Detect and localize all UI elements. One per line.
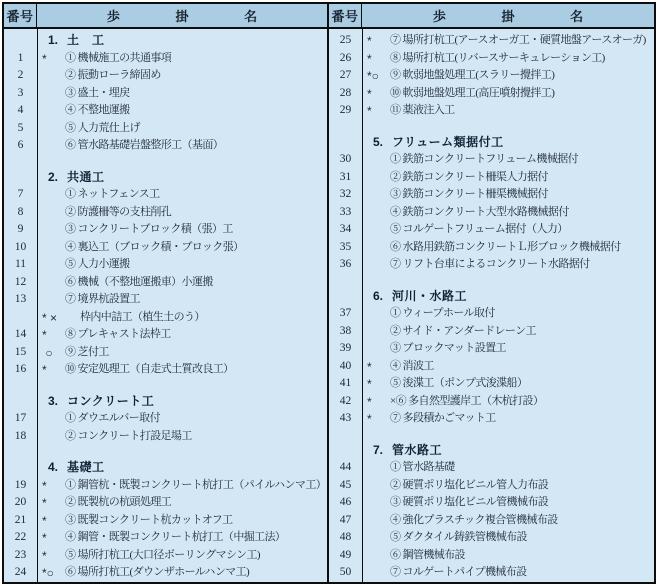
row-name-cell (362, 477, 654, 495)
item-row (329, 393, 654, 411)
row-name-cell (362, 256, 654, 274)
row-name-cell (362, 410, 654, 428)
item-row (4, 239, 327, 257)
row-label: ① ウィープホール取付 (390, 307, 495, 319)
row-number: 26 (339, 51, 352, 64)
item-row (4, 256, 327, 274)
row-number: 48 (339, 531, 352, 543)
item-row (329, 67, 654, 85)
row-mark: * (42, 496, 47, 510)
row-number: 47 (339, 513, 352, 526)
row-label: ⑥ 機械（不整地運搬車）小運搬 (65, 275, 213, 288)
header-cell-name: 歩 掛 名 (432, 9, 584, 24)
row-label: ⑨ 芝付工 (65, 345, 109, 358)
row-name-cell (37, 428, 327, 446)
item-row (329, 459, 654, 477)
row-mark: * (42, 548, 47, 563)
section-title: 基礎工 (67, 460, 105, 474)
section-gap (329, 428, 654, 442)
row-name-cell (37, 67, 327, 85)
item-row (4, 309, 327, 327)
section-number: 4. (48, 460, 59, 474)
row-name-cell (362, 151, 654, 169)
row-number: 16 (14, 363, 27, 375)
row-name-cell (37, 102, 327, 120)
row-name-cell (37, 221, 327, 239)
row-label: ① ネットフェンス工 (65, 188, 160, 200)
row-name-cell (362, 134, 654, 152)
row-label: ② 硬質ポリ塩化ビニル管人力布設 (390, 478, 549, 491)
row-mark: * (367, 51, 372, 66)
item-row (329, 204, 654, 222)
row-label: ⑥ 場所打杭工(ダウンザホールハンマ工) (65, 566, 250, 578)
row-mark: * (367, 34, 372, 48)
row-label: ⑦ 場所打杭工(アースオーガ工・硬質地盤アースオーガ) (390, 34, 646, 46)
row-number: 44 (339, 461, 352, 473)
row-mark: * (367, 359, 372, 374)
section-row (4, 393, 327, 411)
row-label: ④ 鉄筋コンクリート大型水路機械据付 (390, 205, 569, 218)
row-name-cell (362, 239, 654, 257)
row-label: ④ 消波工 (390, 359, 434, 372)
row-name-cell (362, 50, 654, 68)
item-row (4, 186, 327, 204)
row-name-cell (37, 459, 327, 477)
row-number: 30 (339, 153, 352, 165)
row-label: ⑤ コルゲートフリューム据付（人力） (390, 223, 568, 235)
row-label: ② コンクリート打設足場工 (65, 429, 192, 442)
row-label: ① 鋼管杭・既製コンクリート杭打工（パイルハンマ工） (65, 478, 327, 491)
row-number: 42 (339, 394, 352, 407)
item-row (4, 410, 327, 428)
row-label: ⑧ 場所打杭工(リバースサーキュレーション工) (390, 51, 605, 64)
row-number: 2 (17, 69, 24, 81)
row-label: ⑤ 人力小運搬 (65, 258, 130, 270)
row-name-cell (37, 326, 327, 344)
item-row (4, 361, 327, 379)
row-number: 18 (14, 429, 27, 442)
item-row (329, 340, 654, 358)
row-mark: * (42, 51, 47, 66)
row-label: ⑦ コルゲートパイプ機械布設 (390, 566, 527, 578)
row-number: 46 (339, 496, 352, 508)
row-number: 31 (339, 170, 352, 183)
item-row (329, 529, 654, 547)
item-row (4, 102, 327, 120)
row-name-cell (362, 323, 654, 341)
header-cell-number: 番号 (329, 4, 362, 27)
item-row (329, 221, 654, 239)
row-number: 9 (17, 223, 24, 235)
item-row (4, 50, 327, 68)
row-label: ⑦ 多段積かごマット工 (390, 412, 496, 424)
item-row (4, 85, 327, 103)
header-cell-number: 番号 (4, 4, 37, 27)
row-name-cell (362, 85, 654, 103)
row-label: ① 機械施工の共通事項 (65, 51, 172, 64)
row-name-cell (37, 120, 327, 138)
row-label: ② 防護柵等の支柱削孔 (65, 205, 172, 218)
section-gap (4, 445, 327, 459)
row-name-cell (362, 288, 654, 306)
row-number: 19 (14, 478, 27, 491)
row-name-cell (37, 547, 327, 565)
row-name-cell (37, 361, 327, 379)
row-label: ① ダウエルバー取付 (65, 412, 160, 424)
row-number: 34 (339, 223, 352, 235)
row-number: 1 (17, 51, 24, 64)
row-label: ⑪ 薬液注入工 (390, 104, 455, 116)
row-name-cell (362, 442, 654, 460)
row-mark: * (367, 412, 372, 426)
row-name-cell (37, 477, 327, 495)
work-rate-catalog-table (2, 2, 656, 584)
section-row (329, 134, 654, 152)
row-number: 25 (339, 34, 352, 46)
row-mark: * (42, 478, 47, 493)
row-label: ② 振動ローラ締固め (65, 69, 161, 81)
row-label: 枠内中詰工（植生土のう） (80, 310, 205, 323)
section-row (329, 288, 654, 306)
row-label: ⑤ 場所打杭工(大口径ボーリングマシン工) (65, 548, 260, 561)
row-number: 50 (339, 566, 352, 578)
item-row (329, 186, 654, 204)
row-label: ③ 既製コンクリート杭カットオフ工 (65, 513, 233, 526)
section-row (4, 169, 327, 187)
item-row (4, 204, 327, 222)
row-name-cell (362, 32, 654, 50)
item-row (329, 564, 654, 582)
row-label: ⑧ プレキャスト法枠工 (65, 328, 171, 340)
row-number: 12 (14, 275, 27, 288)
row-label: ② 鉄筋コンクリート柵渠人力据付 (390, 170, 548, 183)
item-row (4, 428, 327, 446)
section-number: 7. (373, 442, 384, 457)
row-number: 6 (17, 139, 24, 151)
row-number: 36 (339, 258, 352, 270)
row-name-cell (37, 169, 327, 187)
row-number: 15 (14, 345, 27, 358)
row-name-cell (362, 459, 654, 477)
row-number: 23 (14, 548, 27, 561)
number-column-divider (37, 29, 38, 582)
row-name-cell (37, 204, 327, 222)
row-label: ⑥ 鋼管機械布設 (390, 548, 465, 561)
item-row (329, 323, 654, 341)
row-number: 3 (17, 86, 24, 99)
row-label: ⑤ ダクタイル鋳鉄管機械布設 (390, 531, 527, 543)
row-name-cell (37, 239, 327, 257)
row-mark: * (42, 531, 47, 545)
item-row (4, 326, 327, 344)
row-name-cell (362, 204, 654, 222)
row-label: ⑩ 安定処理工（自走式土質改良工） (65, 363, 234, 375)
row-name-cell (362, 305, 654, 323)
item-row (4, 344, 327, 362)
section-number: 1. (48, 33, 59, 47)
row-name-cell (362, 375, 654, 393)
row-number: 39 (339, 342, 352, 354)
row-label: ⑥ 管水路基礎岩盤整形工（基面） (65, 139, 224, 151)
row-number: 40 (339, 359, 352, 372)
row-label: ① 鉄筋コンクリートフリューム機械据付 (390, 153, 579, 165)
row-number: 22 (14, 531, 27, 543)
row-name-cell (362, 221, 654, 239)
row-number: 8 (17, 205, 24, 218)
row-name-cell (37, 274, 327, 292)
row-mark: * (367, 104, 372, 118)
item-row (4, 274, 327, 292)
row-mark: * (367, 86, 372, 101)
row-name-cell (37, 344, 327, 362)
section-gap (329, 120, 654, 134)
row-name-cell (37, 564, 327, 582)
item-row (4, 564, 327, 582)
item-row (329, 256, 654, 274)
row-name-cell (362, 102, 654, 120)
row-name-cell (362, 358, 654, 376)
row-mark: * (42, 363, 47, 377)
section-title: 土 工 (67, 33, 105, 47)
row-number: 33 (339, 205, 352, 218)
row-name-cell (37, 494, 327, 512)
row-name-cell (37, 32, 327, 50)
left-table-half (4, 4, 329, 582)
row-mark: * (367, 394, 372, 409)
right-table-header (329, 4, 654, 29)
row-name-cell (37, 410, 327, 428)
row-name-cell (362, 512, 654, 530)
item-row (329, 169, 654, 187)
section-number: 5. (373, 134, 384, 149)
section-number: 2. (48, 169, 59, 184)
row-label: ④ 裏込工（ブロック積・ブロック張） (65, 240, 244, 253)
row-label: ③ 鉄筋コンクリート柵渠機械据付 (390, 188, 548, 200)
item-row (329, 358, 654, 376)
left-table-body (4, 29, 327, 582)
row-name-cell (37, 529, 327, 547)
item-row (4, 221, 327, 239)
row-label: ④ 不整地運搬 (65, 104, 130, 116)
row-mark: * (367, 377, 372, 391)
row-label: ① 管水路基礎 (390, 461, 455, 473)
row-mark: *○ (42, 566, 54, 580)
item-row (329, 477, 654, 495)
section-gap (4, 155, 327, 169)
section-title: 管水路工 (392, 442, 443, 457)
item-row (4, 512, 327, 530)
item-row (4, 67, 327, 85)
item-row (4, 477, 327, 495)
row-name-cell (362, 340, 654, 358)
row-number: 24 (14, 566, 27, 578)
row-name-cell (37, 512, 327, 530)
item-row (329, 375, 654, 393)
row-label: ⑨ 軟弱地盤処理工(スラリー攪拌工) (390, 69, 555, 81)
row-mark: * (42, 513, 47, 528)
row-name-cell (362, 547, 654, 565)
header-cell-name: 歩 掛 名 (106, 9, 258, 24)
row-number: 32 (339, 188, 352, 200)
item-row (329, 85, 654, 103)
row-label: ⑩ 軟弱地盤処理工(高圧噴射攪拌工) (390, 86, 555, 99)
row-name-cell (37, 309, 327, 327)
section-title: フリューム類据付工 (392, 134, 504, 149)
row-number: 28 (339, 86, 352, 99)
row-label: ② 既製杭の杭頭処理工 (65, 496, 172, 508)
section-number: 6. (373, 288, 384, 303)
section-number: 3. (48, 393, 59, 408)
item-row (4, 291, 327, 309)
section-row (4, 459, 327, 477)
row-number: 7 (17, 188, 24, 200)
row-label: ② サイド・アンダードレーン工 (390, 324, 536, 337)
row-number: 35 (339, 240, 352, 253)
row-label: ③ 盛土・埋戻 (65, 86, 130, 99)
row-name-cell (362, 529, 654, 547)
row-label: ④ 鋼管・既製コンクリート杭打工（中掘工法） (65, 531, 286, 543)
row-number: 29 (339, 104, 352, 116)
row-name-cell (37, 256, 327, 274)
section-gap (4, 379, 327, 393)
row-label: ⑦ 境界杭設置工 (65, 293, 140, 305)
row-number: 21 (14, 513, 27, 526)
row-label: ③ 硬質ポリ塩化ビニル管機械布設 (390, 496, 549, 508)
row-label: ⑦ リフト台車によるコンクリート水路据付 (390, 258, 590, 270)
row-mark: * × (42, 310, 58, 325)
row-name-cell (37, 50, 327, 68)
row-name-cell (362, 169, 654, 187)
right-table-half (329, 4, 654, 582)
row-name-cell (37, 186, 327, 204)
item-row (4, 547, 327, 565)
row-label: ④ 強化プラスチック複合管機械布設 (390, 513, 558, 526)
row-number: 4 (17, 104, 24, 116)
row-name-cell (37, 85, 327, 103)
section-title: 河川・水路工 (392, 288, 468, 303)
row-number: 13 (14, 293, 27, 305)
row-name-cell (37, 291, 327, 309)
item-row (329, 239, 654, 257)
row-number: 49 (339, 548, 352, 561)
row-name-cell (362, 393, 654, 411)
item-row (4, 137, 327, 155)
row-name-cell (362, 186, 654, 204)
item-row (329, 305, 654, 323)
row-label: ⑥ 水路用鉄筋コンクリートＬ形ブロック機械据付 (390, 240, 621, 253)
row-number: 5 (17, 121, 24, 134)
section-title: コンクリート工 (67, 393, 155, 408)
left-table-header (4, 4, 327, 29)
item-row (329, 512, 654, 530)
row-number: 17 (14, 412, 27, 424)
number-column-divider (362, 29, 363, 582)
row-label: ③ ブロックマット設置工 (390, 342, 506, 354)
row-number: 37 (339, 307, 352, 319)
row-label: ⑤ 人力荒仕上げ (65, 121, 140, 134)
section-title: 共通工 (67, 169, 105, 184)
right-table-body (329, 29, 654, 582)
item-row (329, 32, 654, 50)
item-row (329, 547, 654, 565)
section-row (329, 442, 654, 460)
row-label: ⑤ 浚渫工（ポンプ式浚渫船） (390, 377, 528, 389)
row-number: 41 (339, 377, 352, 389)
row-name-cell (362, 67, 654, 85)
section-row (4, 32, 327, 50)
row-name-cell (362, 564, 654, 582)
row-number: 43 (339, 412, 352, 424)
item-row (4, 120, 327, 138)
item-row (4, 529, 327, 547)
row-number: 45 (339, 478, 352, 491)
row-label: ③ コンクリートブロック積（張）工 (65, 223, 233, 235)
item-row (329, 102, 654, 120)
row-mark: *○ (367, 69, 379, 83)
row-name-cell (37, 137, 327, 155)
row-number: 11 (14, 258, 27, 270)
row-number: 14 (14, 328, 27, 340)
section-gap (329, 274, 654, 288)
row-name-cell (37, 393, 327, 411)
row-number: 10 (14, 240, 27, 253)
item-row (4, 494, 327, 512)
item-row (329, 151, 654, 169)
row-mark: * (42, 328, 47, 342)
row-mark: ○ (42, 345, 53, 360)
item-row (329, 410, 654, 428)
row-number: 38 (339, 324, 352, 337)
item-row (329, 494, 654, 512)
row-number: 27 (339, 69, 352, 81)
item-row (329, 50, 654, 68)
row-label: ×⑥ 多自然型護岸工（木杭打設） (390, 394, 544, 407)
row-name-cell (362, 494, 654, 512)
row-number: 20 (14, 496, 27, 508)
